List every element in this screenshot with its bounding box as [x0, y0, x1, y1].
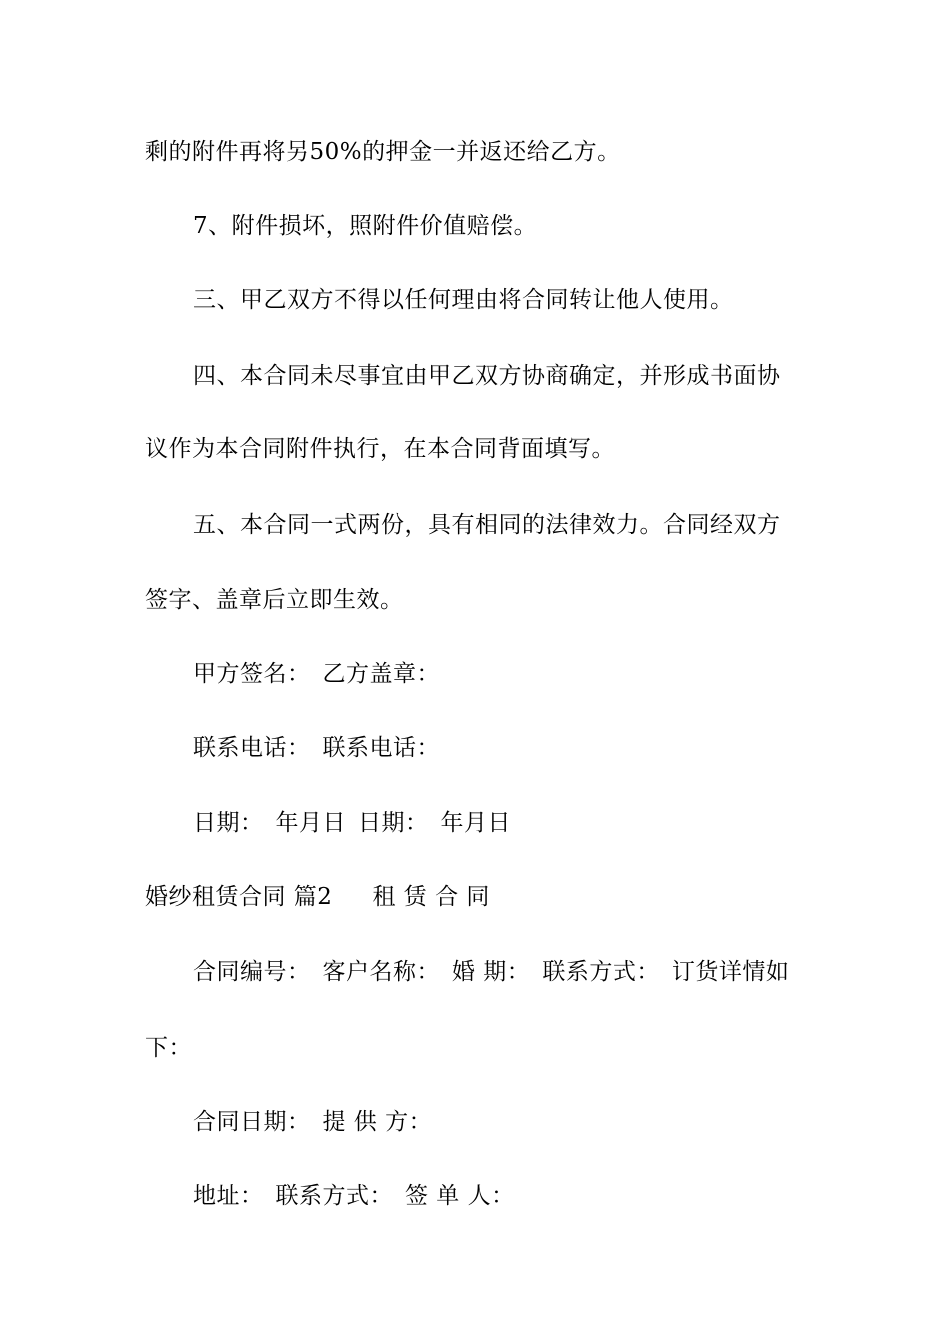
wedding-date-label: 婚 期：: [452, 959, 531, 985]
party-b-seal-label: 乙方盖章：: [322, 661, 440, 687]
contact2-label: 联系方式：: [275, 1183, 393, 1209]
contact-label: 联系方式：: [542, 959, 660, 985]
provider-label: 提 供 方：: [322, 1109, 433, 1135]
phone-line: [193, 733, 863, 763]
signature-line: [193, 659, 863, 689]
phone-a-label: 联系电话：: [193, 735, 311, 761]
contract-number-label: 合同编号：: [193, 959, 311, 985]
date-b-label: 日期：: [358, 810, 429, 836]
section2-title: 租 赁 合 同: [372, 884, 490, 910]
order-details-cont: 下：: [145, 1035, 192, 1061]
contract-date-label: 合同日期：: [193, 1109, 311, 1135]
address-label: 地址：: [193, 1183, 264, 1209]
section2-heading: 婚纱租赁合同 篇2: [145, 884, 333, 910]
clause-four: 四、本合同未尽事宜由甲乙双方协商确定，并形成书面协: [193, 363, 781, 389]
paragraph-line: 剩的附件再将另50%的押金一并返还给乙方。: [145, 139, 621, 165]
date-a-value: 年月日: [275, 810, 346, 836]
clause-three: 三、甲乙双方不得以任何理由将合同转让他人使用。: [193, 287, 734, 313]
date-line: [193, 808, 863, 838]
date-b-value: 年月日: [440, 810, 511, 836]
section2-heading-line: [145, 882, 815, 912]
clause-7: 7、附件损坏，照附件价值赔偿。: [193, 213, 538, 239]
date-a-label: 日期：: [193, 810, 264, 836]
clause-four-cont: 议作为本合同附件执行，在本合同背面填写。: [145, 436, 615, 462]
customer-name-label: 客户名称：: [322, 959, 440, 985]
contract-date-line: [193, 1107, 863, 1137]
phone-b-label: 联系电话：: [322, 735, 440, 761]
signer-label: 签 单 人：: [405, 1183, 515, 1209]
clause-five: 五、本合同一式两份，具有相同的法律效力。合同经双方: [193, 512, 781, 538]
address-line: [193, 1181, 863, 1211]
order-details-label: 订货详情如: [671, 959, 790, 985]
party-a-sign-label: 甲方签名：: [193, 661, 311, 687]
clause-five-cont: 签字、盖章后立即生效。: [145, 587, 404, 613]
contract-info-line: [193, 957, 863, 987]
